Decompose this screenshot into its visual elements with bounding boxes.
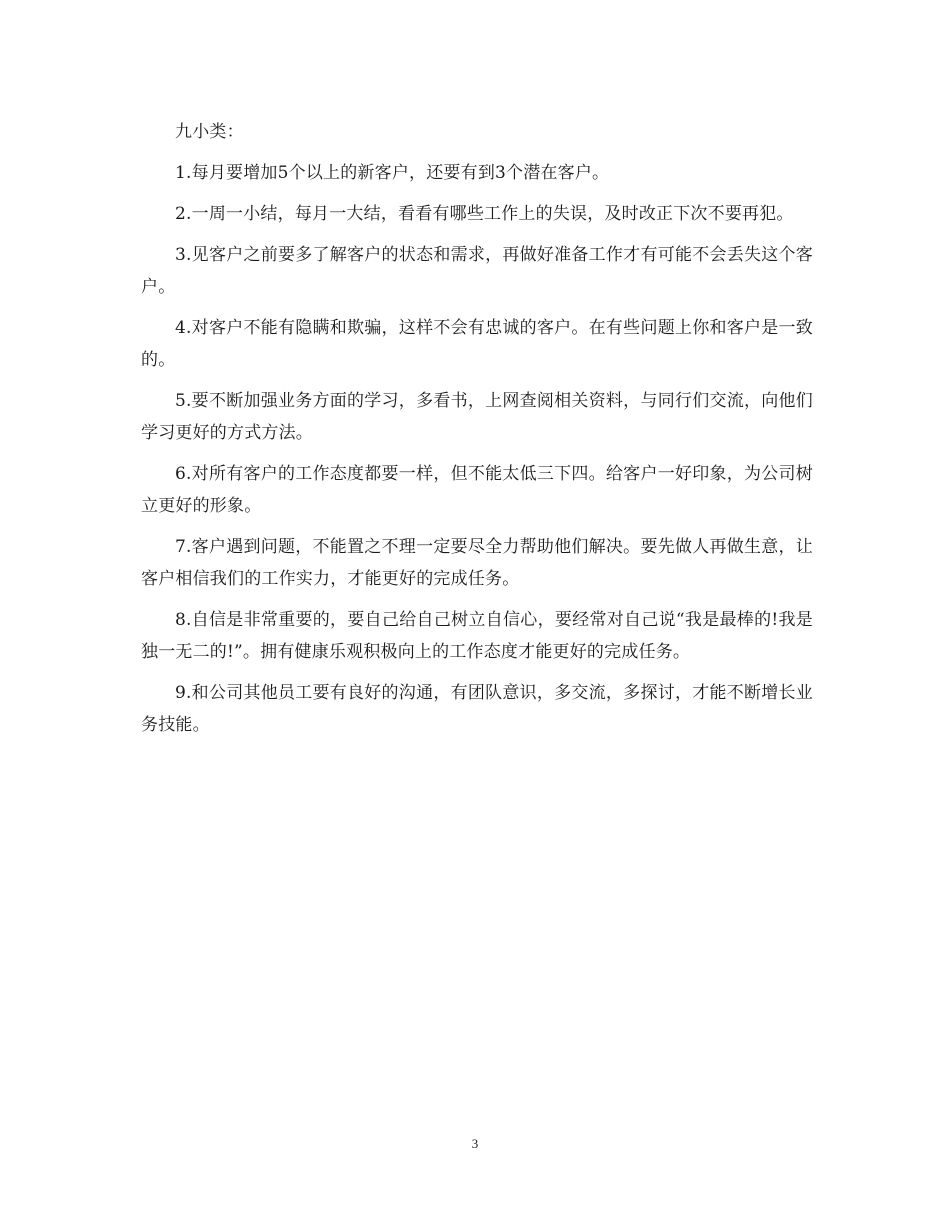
list-item: 8.自信是非常重要的，要自己给自己树立自信心，要经常对自己说“我是最棒的!我是独一无二的!”。拥有健康乐观积极向上的工作态度才能更好的完成任务。	[141, 610, 813, 662]
list-item: 2.一周一小结，每月一大结，看看有哪些工作上的失误，及时改正下次不要再犯。	[175, 204, 794, 224]
page-number: 3	[471, 1136, 479, 1151]
list-item: 4.对客户不能有隐瞒和欺骗，这样不会有忠诚的客户。在有些问题上你和客户是一致的。	[141, 318, 813, 370]
document-body	[141, 116, 813, 750]
list-item: 5.要不断加强业务方面的学习，多看书，上网查阅相关资料，与同行们交流，向他们学习更好的方式方法。	[141, 391, 813, 443]
list-item: 3.见客户之前要多了解客户的状态和需求，再做好准备工作才有可能不会丢失这个客户。	[141, 245, 813, 297]
section-heading: 九小类：	[175, 122, 244, 142]
list-item: 7.客户遇到问题，不能置之不理一定要尽全力帮助他们解决。要先做人再做生意，让客户相信我们的工作实力，才能更好的完成任务。	[141, 537, 813, 589]
list-item: 6.对所有客户的工作态度都要一样，但不能太低三下四。给客户一好印象，为公司树立更好的形象。	[141, 464, 813, 516]
list-item: 9.和公司其他员工要有良好的沟通，有团队意识，多交流，多探讨，才能不断增长业务技能。	[141, 683, 813, 735]
list-item: 1.每月要增加5个以上的新客户，还要有到3个潜在客户。	[175, 163, 610, 183]
